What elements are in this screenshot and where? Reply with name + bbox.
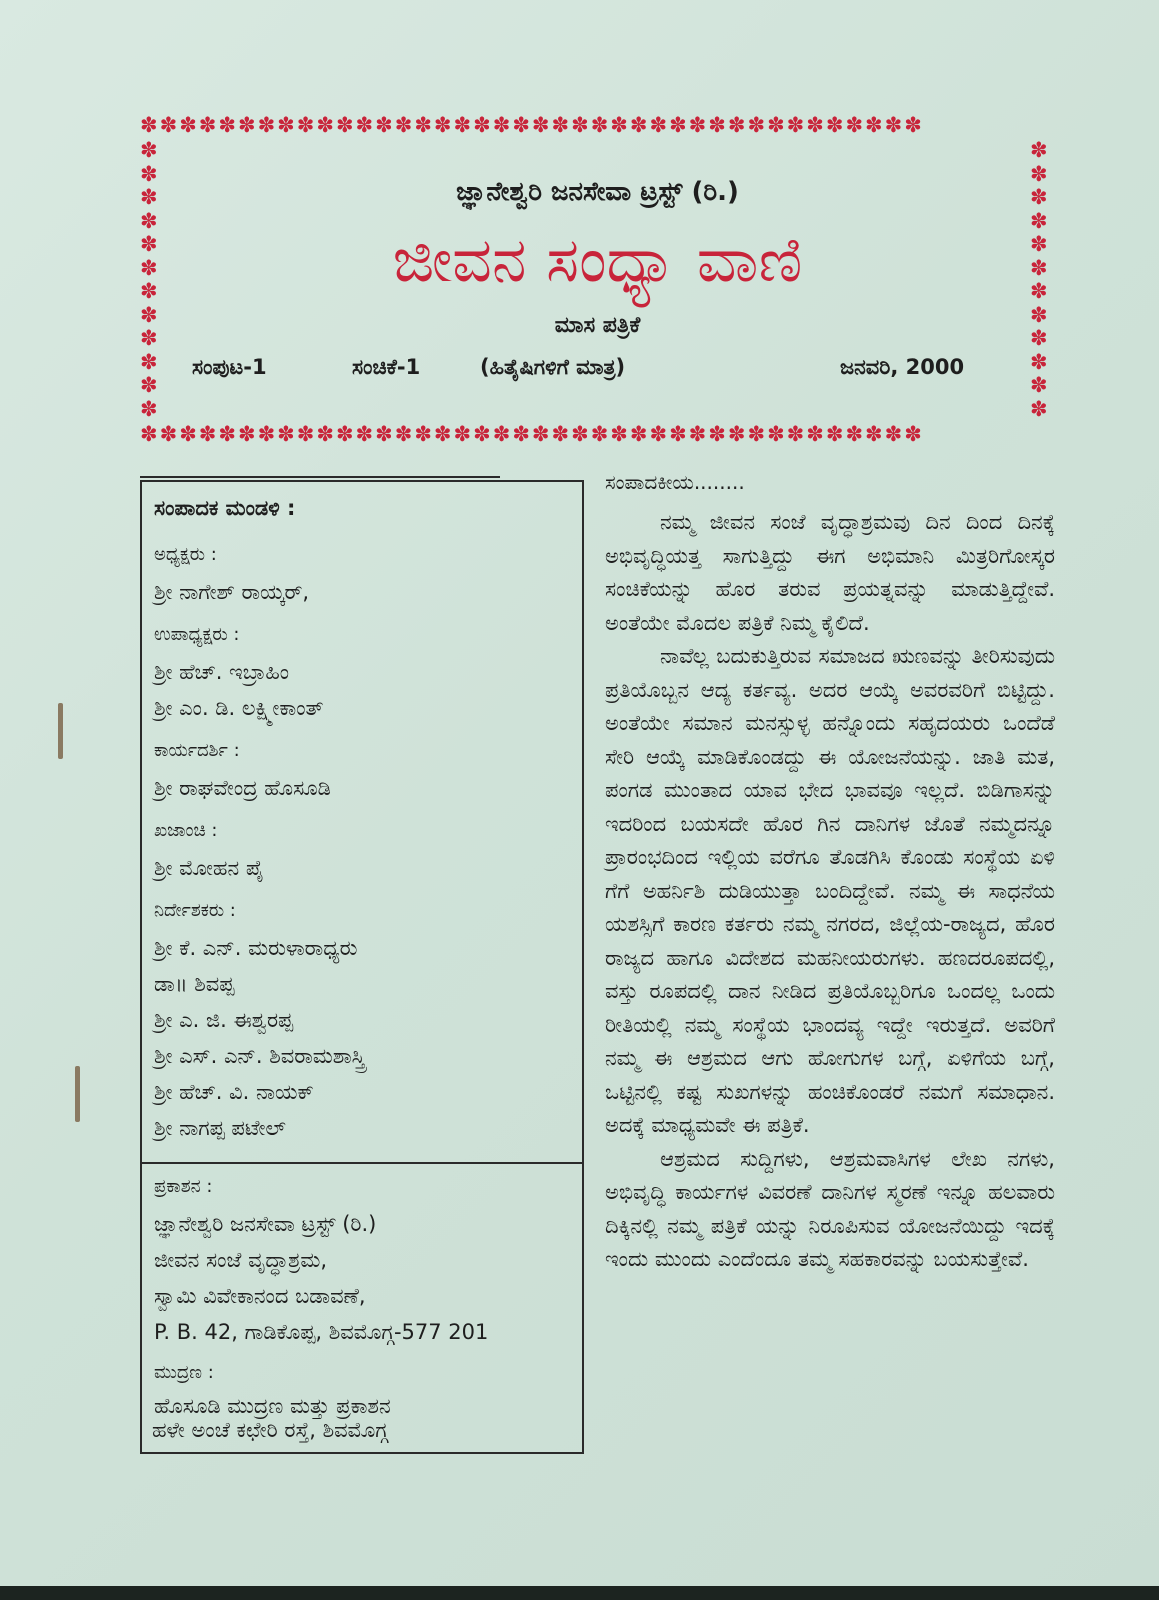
editorial-title: ಸಂಪಾದಕೀಯ........ xyxy=(605,470,745,494)
staple-top xyxy=(58,703,63,759)
page-edge-shadow xyxy=(0,1586,1159,1600)
director-name-4: ಶ್ರೀ ಎಸ್. ಎನ್. ಶಿವರಾಮಶಾಸ್ತ್ರಿ xyxy=(154,1044,366,1068)
printer-line-2: ಹಳೇ ಅಂಚೆ ಕಛೇರಿ ರಸ್ತೆ, ಶಿವಮೊಗ್ಗ xyxy=(152,1418,388,1442)
ornament-border-bottom: ✽✽✽✽✽✽✽✽✽✽✽✽✽✽✽✽✽✽✽✽✽✽✽✽✽✽✽✽✽✽✽✽✽✽✽✽✽✽✽✽ xyxy=(140,424,924,446)
printer-label: ಮುದ್ರಣ : xyxy=(154,1362,214,1383)
volume-label: ಸಂಪುಟ-1 xyxy=(192,355,267,379)
publisher-line-2: ಜೀವನ ಸಂಜೆ ವೃದ್ಧಾಶ್ರಮ, xyxy=(154,1248,328,1272)
newsletter-title: ಜೀವನ ಸಂಧ್ಯಾ ವಾಣಿ xyxy=(392,223,803,296)
ornament-border-left: ✽ ✽ ✽ ✽ ✽ ✽ ✽ ✽ ✽ ✽ ✽ ✽ xyxy=(140,139,160,421)
vp-name-2: ಶ್ರೀ ಎಂ. ಡಿ. ಲಕ್ಷ್ಮೀಕಾಂತ್ xyxy=(154,696,324,720)
publisher-line-1: ಜ್ಞಾನೇಶ್ವರಿ ಜನಸೇವಾ ಟ್ರಸ್ಟ್ (ರಿ.) xyxy=(154,1212,377,1236)
publisher-label: ಪ್ರಕಾಶನ : xyxy=(154,1176,213,1197)
secretary-label: ಕಾರ್ಯದರ್ಶಿ : xyxy=(154,740,240,761)
staple-bottom xyxy=(75,1066,80,1122)
masthead xyxy=(140,115,1055,450)
issue-label: ಸಂಚಿಕೆ-1 xyxy=(352,355,421,379)
director-name-5: ಶ್ರೀ ಹೆಚ್. ವಿ. ನಾಯಕ್ xyxy=(154,1080,314,1104)
editorial-board-panel xyxy=(140,480,584,1454)
secretary-name: ಶ್ರೀ ರಾಘವೇಂದ್ರ ಹೊಸೂಡಿ xyxy=(154,776,331,800)
editorial-paragraph-2: ನಾವೆಲ್ಲ ಬದುಕುತ್ತಿರುವ ಸಮಾಜದ ಋಣವನ್ನು ತೀರಿಸುವುದು ಪ್ರತಿಯೊಬ್ಬನ ಆದ್ಯ ಕರ್ತವ್ಯ. ಅದರ ಆಯ್ಕೆ ಅವರವರಿಗೆ ಬಿಟ್ಟಿದ್ದು. ಅಂತೆಯೇ ಸಮಾನ ಮನಸ್ಸುಳ್ಳ ಹನ್ನೊಂದು ಸಹೃದಯರು ಒಂದೆಡೆ ಸೇರಿ ಆಯ್ಕೆ ಮಾಡಿಕೊಂಡದ್ದು ಈ ಯೋಜನೆಯನ್ನು. ಜಾತಿ ಮತ, ಪಂಗಡ ಮುಂತಾದ ಯಾವ ಭೇದ ಭಾವವೂ ಇಲ್ಲದೆ. ಬಿಡಿಗಾಸನ್ನು ಇದರಿಂದ ಬಯಸದೇ ಹೊರ ಗಿನ ದಾನಿಗಳ ಜೊತೆ ನಮ್ಮದನ್ನೂ ಪ್ರಾರಂಭದಿಂದ ಇಲ್ಲಿಯ ವರೆಗೂ ತೊಡಗಿಸಿ ಕೊಂಡು ಸಂಸ್ಥೆಯ ಏಳಿ ಗೆಗೆ ಅಹರ್ನಿಶಿ ದುಡಿಯುತ್ತಾ ಬಂದಿದ್ದೇವೆ. ನಮ್ಮ ಈ ಸಾಧನೆಯ ಯಶಸ್ಸಿಗೆ ಕಾರಣ ಕರ್ತರು ನಮ್ಮ ನಗರದ, ಜಿಲ್ಲೆಯ-ರಾಜ್ಯದ, ಹೊರ ರಾಜ್ಯದ ಹಾಗೂ ವಿದೇಶದ ಮಹನೀಯರುಗಳು. ಹಣದರೂಪದಲ್ಲಿ, ವಸ್ತು ರೂಪದಲ್ಲಿ ದಾನ ನೀಡಿದ ಪ್ರತಿಯೊಬ್ಬರಿಗೂ ಒಂದಲ್ಲ ಒಂದು ರೀತಿಯಲ್ಲಿ ನಮ್ಮ ಸಂಸ್ಥೆಯ ಭಾಂದವ್ಯ ಇದ್ದೇ ಇರುತ್ತದೆ. ಅವರಿಗೆ ನಮ್ಮ ಈ ಆಶ್ರಮದ ಆಗು ಹೋಗುಗಳ ಬಗ್ಗೆ, ಏಳಿಗೆಯ ಬಗ್ಗೆ, ಒಟ್ಟಿನಲ್ಲಿ ಕಷ್ಟ ಸುಖಗಳನ್ನು ಹಂಚಿಕೊಂಡರೆ ನಮಗೆ ಸಮಾಧಾನ. ಅದಕ್ಕೆ ಮಾಧ್ಯಮವೇ ಈ ಪತ್ರಿಕೆ. xyxy=(605,644,1055,1137)
newsletter-subtitle: ಮಾಸ ಪತ್ರಿಕೆ xyxy=(554,313,641,338)
editorial-column xyxy=(605,470,1055,1277)
treasurer-label: ಖಜಾಂಚಿ : xyxy=(154,820,218,841)
director-name-3: ಶ್ರೀ ಎ. ಜಿ. ಈಶ್ವರಪ್ಪ xyxy=(154,1008,294,1032)
editorial-paragraph-3: ಆಶ್ರಮದ ಸುದ್ದಿಗಳು, ಆಶ್ರಮವಾಸಿಗಳ ಲೇಖ ನಗಳು, ಅಭಿವೃದ್ಧಿ ಕಾರ್ಯಗಳ ವಿವರಣೆ ದಾನಿಗಳ ಸ್ಮರಣೆ ಇನ್ನೂ ಹಲವಾರು ದಿಕ್ಕಿನಲ್ಲಿ ನಮ್ಮ ಪತ್ರಿಕೆ ಯನ್ನು ನಿರೂಪಿಸುವ ಯೋಜನೆಯಿದ್ದು ಇದಕ್ಕೆ ಇಂದು ಮುಂದು ಎಂದೆಂದೂ ತಮ್ಮ ಸಹಕಾರವನ್ನು ಬಯಸುತ್ತೇವೆ. xyxy=(605,1146,1055,1271)
directors-label: ನಿರ್ದೇಶಕರು : xyxy=(154,900,236,921)
panel-divider xyxy=(142,1162,582,1164)
president-label: ಅಧ್ಯಕ್ಷರು : xyxy=(154,544,217,565)
president-name: ಶ್ರೀ ನಾಗೇಶ್ ರಾಯ್ಕರ್, xyxy=(154,580,310,604)
vp-label: ಉಪಾಧ್ಯಕ್ಷರು : xyxy=(154,624,240,645)
director-name-1: ಶ್ರೀ ಕೆ. ಎನ್. ಮರುಳಾರಾಧ್ಯರು xyxy=(154,936,358,960)
publisher-line-4: P. B. 42, ಗಾಡಿಕೊಪ್ಪ, ಶಿವಮೊಗ್ಗ-577 201 xyxy=(154,1320,489,1344)
director-name-6: ಶ್ರೀ ನಾಗಪ್ಪ ಪಟೇಲ್ xyxy=(154,1116,286,1140)
issue-date: ಜನವರಿ, 2000 xyxy=(840,355,965,379)
director-name-2: ಡಾ॥ ಶಿವಪ್ಪ xyxy=(154,972,235,996)
panel-top-rule xyxy=(140,476,500,478)
board-heading: ಸಂಪಾದಕ ಮಂಡಳಿ : xyxy=(154,496,296,520)
distribution-note: (ಹಿತೈಷಿಗಳಿಗೆ ಮಾತ್ರ) xyxy=(480,355,626,379)
trust-name: ಜ್ಞಾನೇಶ್ವರಿ ಜನಸೇವಾ ಟ್ರಸ್ಟ್ (ರಿ.) xyxy=(456,177,739,207)
ornament-border-top: ✽✽✽✽✽✽✽✽✽✽✽✽✽✽✽✽✽✽✽✽✽✽✽✽✽✽✽✽✽✽✽✽✽✽✽✽✽✽✽✽ xyxy=(140,115,924,137)
editorial-paragraph-1: ನಮ್ಮ ಜೀವನ ಸಂಜೆ ವೃದ್ಧಾಶ್ರಮವು ದಿನ ದಿಂದ ದಿನಕ್ಕೆ ಅಭಿವೃದ್ಧಿಯತ್ತ ಸಾಗುತ್ತಿದ್ದು ಈಗ ಅಭಿಮಾನಿ ಮಿತ್ರರಿಗೋಸ್ಕರ ಸಂಚಿಕೆಯನ್ನು ಹೊರ ತರುವ ಪ್ರಯತ್ನವನ್ನು ಮಾಡುತ್ತಿದ್ದೇವೆ. ಅಂತೆಯೇ ಮೊದಲ ಪತ್ರಿಕೆ ನಿಮ್ಮ ಕೈಲಿದೆ. xyxy=(605,510,1055,635)
vp-name-1: ಶ್ರೀ ಹೆಚ್. ಇಬ್ರಾಹಿಂ xyxy=(154,660,290,684)
ornament-border-right: ✽ ✽ ✽ ✽ ✽ ✽ ✽ ✽ ✽ ✽ ✽ ✽ xyxy=(1030,139,1050,421)
printer-line-1: ಹೊಸೂಡಿ ಮುದ್ರಣ ಮತ್ತು ಪ್ರಕಾಶನ xyxy=(154,1394,391,1418)
publisher-line-3: ಸ್ವಾಮಿ ವಿವೇಕಾನಂದ ಬಡಾವಣೆ, xyxy=(154,1284,366,1308)
treasurer-name: ಶ್ರೀ ಮೋಹನ ಪೈ xyxy=(154,856,264,880)
